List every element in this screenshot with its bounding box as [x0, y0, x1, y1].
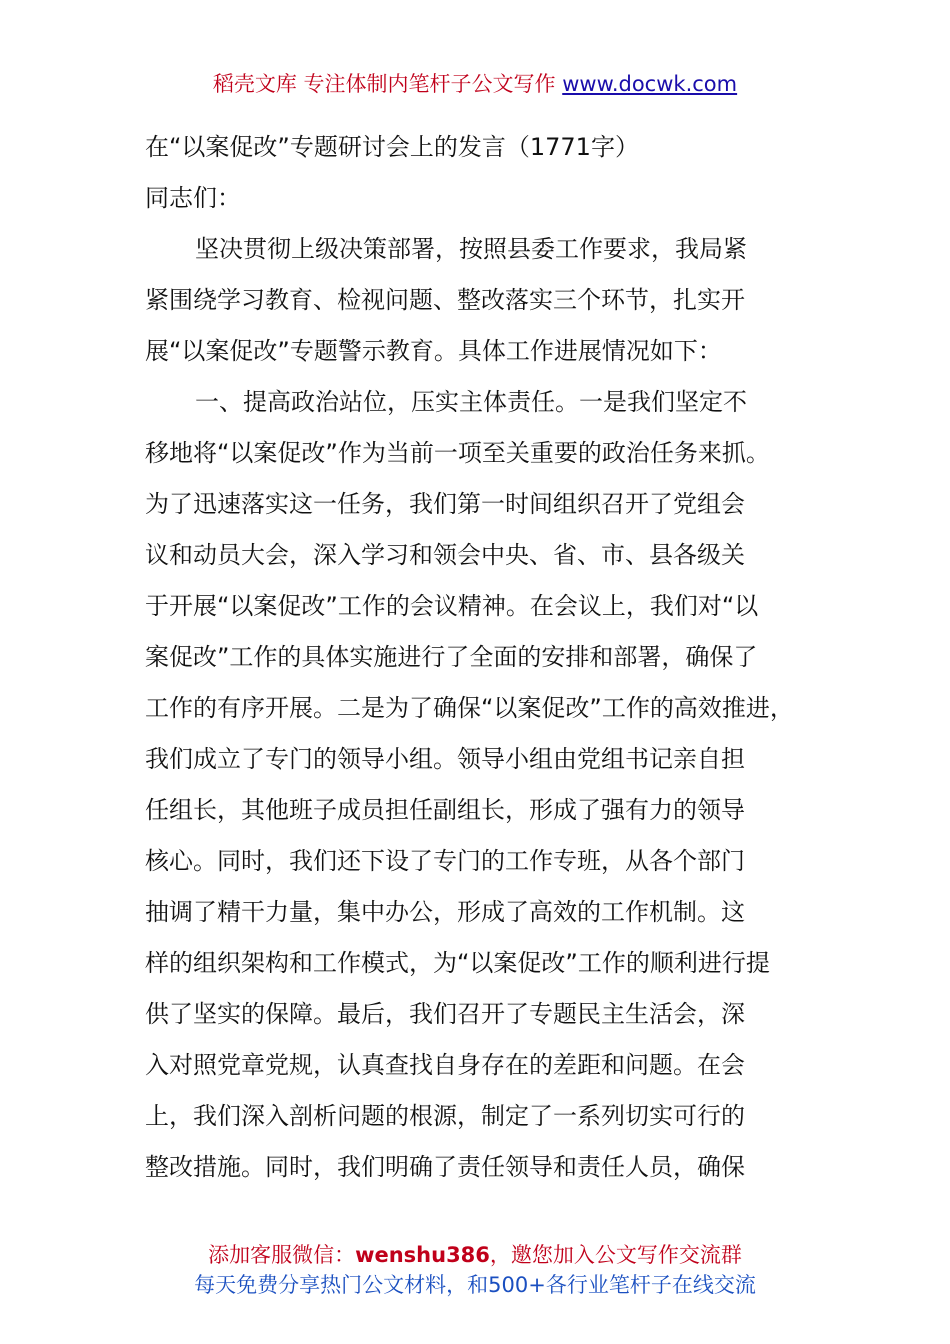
body-line: 我们成立了专门的领导小组。领导小组由党组书记亲自担 [145, 745, 745, 773]
body-line: 为了迅速落实这一任务，我们第一时间组织召开了党组会 [145, 490, 745, 518]
header-url-link[interactable]: www.docwk.com [562, 72, 738, 96]
body-line: 一、提高政治站位，压实主体责任。一是我们坚定不 [195, 388, 747, 416]
page-header [0, 70, 950, 98]
body-line: 紧围绕学习教育、检视问题、整改落实三个环节，扎实开 [145, 286, 745, 314]
footer-prefix: 添加客服微信： [208, 1243, 356, 1267]
page-footer [0, 1240, 950, 1300]
body-line: 工作的有序开展。二是为了确保“以案促改”工作的高效推进， [145, 694, 794, 722]
body-line: 供了坚实的保障。最后，我们召开了专题民主生活会，深 [145, 1000, 745, 1028]
body-line: 坚决贯彻上级决策部署，按照县委工作要求，我局紧 [195, 235, 747, 263]
document-body [145, 122, 835, 1193]
body-line: 核心。同时，我们还下设了专门的工作专班，从各个部门 [145, 847, 745, 875]
header-brand: 稻壳文库 专注体制内笔杆子公文写作 [212, 72, 563, 96]
document-title: 在“以案促改”专题研讨会上的发言（1771字） [145, 133, 639, 161]
footer-wechat-id: wenshu386 [355, 1243, 490, 1267]
footer-suffix: ，邀您加入公文写作交流群 [489, 1243, 742, 1267]
body-line: 整改措施。同时，我们明确了责任领导和责任人员，确保 [145, 1153, 745, 1181]
salutation: 同志们： [145, 184, 241, 212]
body-line: 样的组织架构和工作模式，为“以案促改”工作的顺利进行提 [145, 949, 770, 977]
body-line: 上，我们深入剖析问题的根源，制定了一系列切实可行的 [145, 1102, 745, 1130]
footer-promo-line-1 [0, 1240, 950, 1270]
body-line: 案促改”工作的具体实施进行了全面的安排和部署，确保了 [145, 643, 758, 671]
body-line: 抽调了精干力量，集中办公，形成了高效的工作机制。这 [145, 898, 745, 926]
footer-promo-line-2: 每天免费分享热门公文材料，和500+各行业笔杆子在线交流 [194, 1273, 756, 1297]
body-line: 展“以案促改”专题警示教育。具体工作进展情况如下： [145, 337, 722, 365]
body-line: 于开展“以案促改”工作的会议精神。在会议上，我们对“以 [145, 592, 759, 620]
body-line: 任组长，其他班子成员担任副组长，形成了强有力的领导 [145, 796, 745, 824]
body-line: 入对照党章党规，认真查找自身存在的差距和问题。在会 [145, 1051, 745, 1079]
body-line: 移地将“以案促改”作为当前一项至关重要的政治任务来抓。 [145, 439, 770, 467]
body-line: 议和动员大会，深入学习和领会中央、省、市、县各级关 [145, 541, 745, 569]
